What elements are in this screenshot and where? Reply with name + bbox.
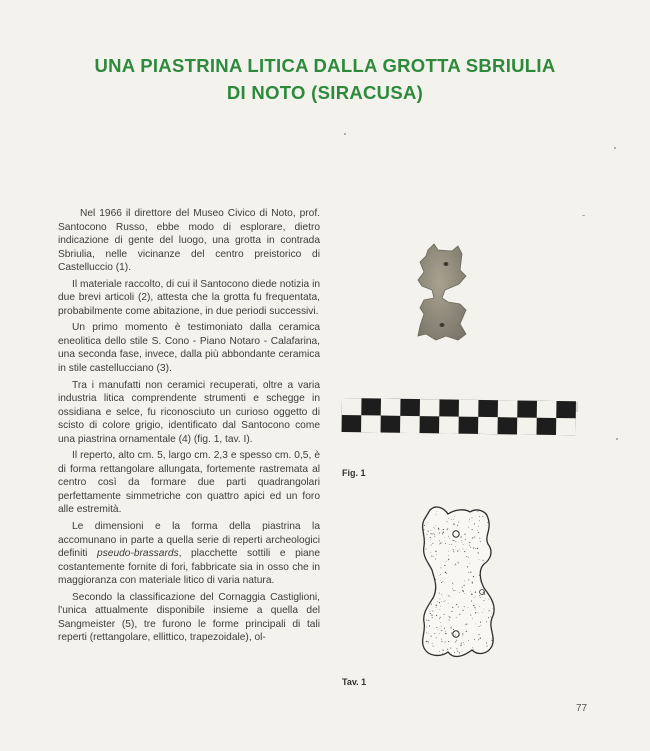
paragraph: Secondo la classificazione del Cornaggia Castiglioni, l'unica attualmente disponibile insieme a quella del Sangmeister (5), tre furono le forme principali di tali reperti (rettangolare, ellittico, trapezoidale), ol- (58, 591, 320, 644)
scale-square (400, 416, 420, 433)
speck (582, 215, 585, 216)
paragraph: Le dimensioni e la forma della piastrina la accomunano in parte a quella serie di reperti archeologici definiti pseudo-brassards, placchette sottili e piane costantemente fornite di fori, fabbricate sia in osso che in maggioranza con materiale litico di varia natura. (58, 521, 321, 587)
tav-1-drawing (410, 500, 510, 665)
scale-square (537, 401, 557, 418)
paragraph: Il reperto, alto cm. 5, largo cm. 2,3 e spesso cm. 0,5, è di forma rettangolare allungata, fortemente rastremata al centro così da formare due parti quadrangolari perfettamente simmetriche con quattro apici ed un foro alle estremità. (58, 450, 320, 516)
scale-square (361, 415, 381, 432)
article-title (30, 52, 620, 106)
scale-square (498, 400, 518, 417)
paragraph: Il materiale raccolto, di cui il Santocono diede notizia in due brevi articoli (2), attesta che la grotta fu frequentata, probabilmente come abitazione, in due periodi successivi. (58, 278, 320, 317)
scale-square (459, 400, 479, 417)
tav-1-label: Tav. 1 (342, 677, 367, 687)
speck (614, 147, 616, 149)
scale-square (342, 398, 362, 415)
paragraph: Nel 1966 il direttore del Museo Civico di Noto, prof. Santocono Russo, ebbe modo di esplorare, dietro indicazione di gente del luogo, una grotta in contrada Sbriulia, nelle vicinanze del centro preistorico di Castelluccio (1). (58, 208, 320, 274)
page-number: 77 (576, 703, 588, 714)
scale-square (556, 418, 576, 435)
paragraph: Un primo momento è testimoniato dalla ceramica eneolitica dello stile S. Cono - Piano Notaro - Calafarina, una seconda fase, invece, dalla più abbondante ceramica in stile castellucciano (3). (58, 322, 320, 375)
plaque-drawing (423, 507, 495, 656)
speck (344, 133, 346, 135)
speck (616, 438, 618, 440)
scale-square (517, 417, 537, 434)
paragraph: Tra i manufatti non ceramici recuperati, oltre a varia industria litica comprendente strumenti e schegge in ossidiana e selce, fu riconosciuto un curioso oggetto di scisto di colore grigio, identificato dal Santocono come una piastrina ornamentale (4) (fig. 1, tav. I). (58, 379, 320, 445)
article-title-line-1: UNA PIASTRINA LITICA DALLA GROTTA SBRIULIA (94, 55, 556, 76)
fig-1-photograph (340, 228, 578, 458)
scale-bar (342, 398, 576, 435)
scale-square (420, 399, 440, 416)
body-text-column (58, 207, 320, 648)
scale-square (439, 416, 459, 433)
scale-square (478, 417, 498, 434)
article-title-line-2: DI NOTO (SIRACUSA) (226, 82, 424, 103)
scale-square (381, 399, 401, 416)
fig-1-label: Fig. 1 (342, 468, 366, 478)
